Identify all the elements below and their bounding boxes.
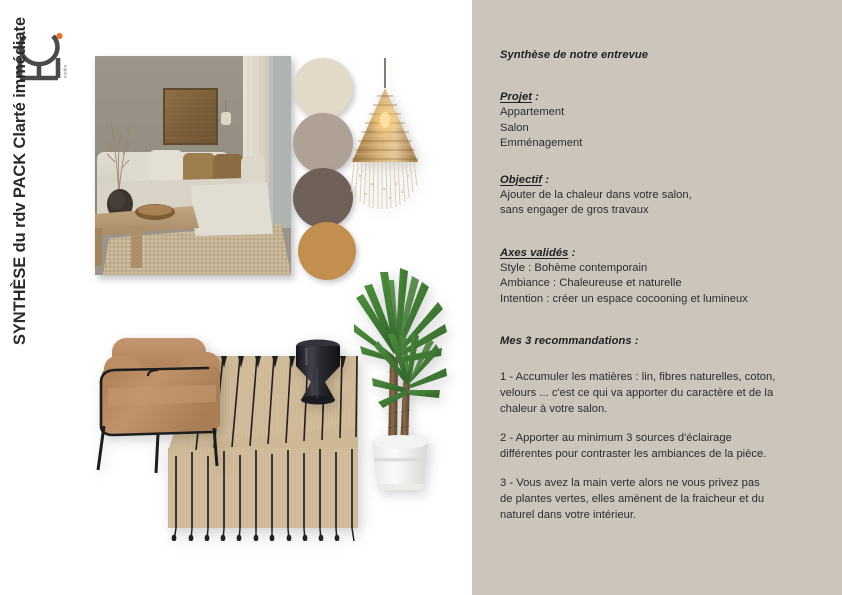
moodboard-collage xyxy=(88,0,472,595)
pendant-lamp-image xyxy=(324,58,446,214)
section-title-objectif-suffix: : xyxy=(542,173,549,186)
yucca-plant-image xyxy=(350,262,460,490)
section-title-axes-valides-text: Axes validés xyxy=(500,246,569,259)
page-title-vertical xyxy=(3,0,37,345)
projet-line-1: Appartement xyxy=(500,106,565,119)
section-title-objectif xyxy=(500,173,812,188)
section-title-projet-suffix: : xyxy=(532,91,539,104)
axes-line-2: Ambiance : Chaleureuse et naturelle xyxy=(500,277,682,290)
reco-2-line-2: différentes pour contraster les ambiances de la pièce. xyxy=(500,447,767,460)
section-title-axes-valides xyxy=(500,246,812,261)
leather-armchair-image xyxy=(88,330,228,475)
black-stool-image xyxy=(291,338,345,408)
recommendation-3 xyxy=(500,476,812,524)
recommendation-2 xyxy=(500,431,812,463)
objectif-line-2: sans engager de gros travaux xyxy=(500,204,649,217)
sidebar xyxy=(0,0,88,595)
reco-3-line-3: naturel dans votre intérieur. xyxy=(500,508,637,521)
section-title-objectif-text: Objectif xyxy=(500,173,543,186)
interior-room-photo xyxy=(95,56,291,275)
projet-line-3: Emménagement xyxy=(500,137,583,150)
summary-panel xyxy=(472,0,842,595)
reco-1-line-1: 1 - Accumuler les matières : lin, fibres naturelles, coton, xyxy=(500,371,776,384)
section-title-recommandations: Mes 3 recommandations : xyxy=(500,335,639,348)
reco-1-line-2: velours ... c'est ce qui va apporter du caractère et de la xyxy=(500,387,774,400)
section-title-axes-valides-suffix: : xyxy=(568,246,576,259)
summary-content xyxy=(500,48,812,523)
palette-swatch-ocre xyxy=(298,222,356,280)
section-title-projet-text: Projet xyxy=(500,91,533,104)
projet-line-2: Salon xyxy=(500,121,529,134)
svg-text:studio: studio xyxy=(62,64,68,78)
reco-3-line-2: de plantes vertes, elles amènent de la fraicheur et du xyxy=(500,492,765,505)
reco-1-line-3: chaleur à votre salon. xyxy=(500,402,608,415)
recommendation-1 xyxy=(500,370,812,418)
objectif-line-1: Ajouter de la chaleur dans votre salon, xyxy=(500,188,692,201)
axes-line-1: Style : Bohème contemporain xyxy=(500,261,648,274)
section-title-projet xyxy=(500,90,812,105)
panel-heading: Synthèse de notre entrevue xyxy=(500,49,649,61)
reco-2-line-1: 2 - Apporter au minimum 3 sources d'éclairage xyxy=(500,431,732,444)
page-title-text: SYNTHÈSE du rdv PACK Clarté immédiate xyxy=(10,17,29,345)
reco-3-line-1: 3 - Vous avez la main verte alors ne vous privez pas xyxy=(500,476,760,489)
axes-line-3: Intention : créer un espace cocooning et lumineux xyxy=(500,292,748,305)
logo-dot-icon xyxy=(56,33,62,39)
